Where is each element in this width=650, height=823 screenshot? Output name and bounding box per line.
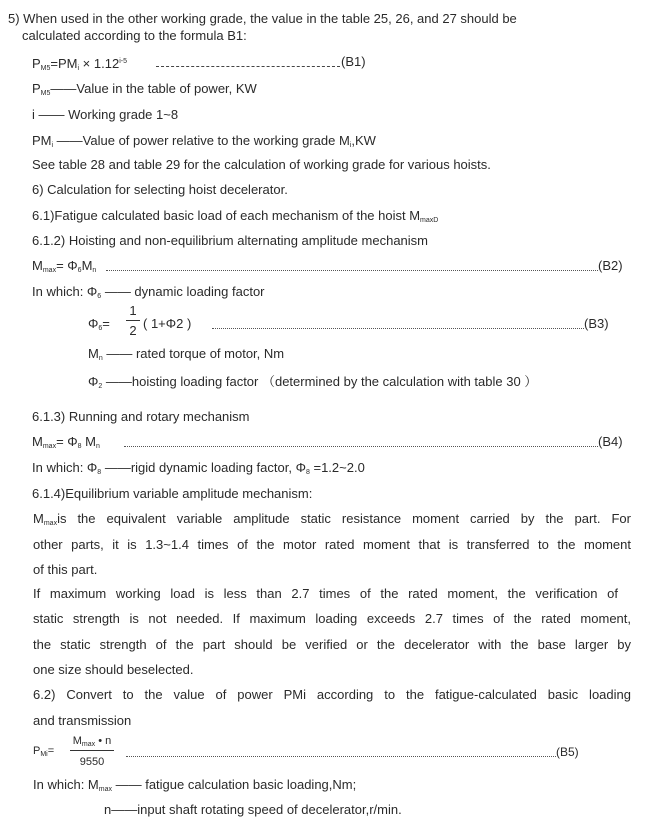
formula-b4-tag: (B4) xyxy=(598,434,623,449)
mn-definition: $M_n$ —— rated torque of motor, Nm xyxy=(88,346,285,362)
formula-b2-leader xyxy=(106,270,598,271)
formula-b1: $P_{M5}=PM_i \times 1.12^{i-5}$ xyxy=(32,56,127,72)
formula-b2: $M_{max}= \Phi_6M_n$ xyxy=(32,258,97,274)
equilibrium-para-1-line-2: other parts, it is 1.3~1.4 times of the motor rated moment that is transferred to the moment xyxy=(33,537,631,552)
in-which-fatigue-loading: In which: $M_{max}$ —— fatigue calculation basic loading,Nm; xyxy=(33,777,357,793)
heading-6: 6) Calculation for selecting hoist decelerator. xyxy=(32,182,288,197)
equilibrium-para-2-line-2: static strength is not needed. If maximum loading exceeds 2.7 times of the rated moment, xyxy=(33,611,631,626)
formula-b1-leader xyxy=(156,66,340,67)
equilibrium-para-2-line-4: one size should beselected. xyxy=(33,662,194,677)
equilibrium-para-2-line-1: If maximum working load is less than 2.7 times of the rated moment, the verification of xyxy=(33,586,618,601)
heading-6-1-3: 6.1.3) Running and rotary mechanism xyxy=(32,409,250,424)
i-definition: i —— Working grade 1~8 xyxy=(32,107,179,122)
formula-b3-leader xyxy=(212,328,584,329)
formula-b5-numerator: $M_{max}$ • n xyxy=(72,735,112,748)
see-tables-text: See table 28 and table 29 for the calculation of working grade for various hoists. xyxy=(32,157,491,172)
equilibrium-para-1-line-3: of this part. xyxy=(33,562,98,577)
formula-b1-tag: (B1) xyxy=(341,54,366,69)
phi2-definition: $\Phi_2$ ——hoisting loading factor （determined by the calculation with table 30 ） xyxy=(88,374,538,390)
formula-b4-leader xyxy=(124,446,598,447)
heading-6-2-line-2: and transmission xyxy=(33,713,132,728)
formula-b3-rest: ( 1+Φ2 ) xyxy=(143,316,192,331)
in-which-dynamic-factor: In which: $\Phi_6$ —— dynamic loading factor xyxy=(32,284,265,300)
formula-b2-tag: (B2) xyxy=(598,258,623,273)
formula-b3-tag: (B3) xyxy=(584,316,609,331)
heading-6-1-2: 6.1.2) Hoisting and non-equilibrium alternating amplitude mechanism xyxy=(32,233,428,248)
formula-b3-numerator: 1 xyxy=(129,303,137,318)
n-definition: n——input shaft rotating speed of decelerator,r/min. xyxy=(104,802,402,817)
pm5-definition: $P_{M5}——Value$ in the table of power, KW xyxy=(32,81,257,97)
heading-6-1: 6.1)Fatigue calculated basic load of each mechanism of the hoist $M_{maxD}$ xyxy=(32,208,439,224)
heading-6-2-line-1: 6.2) Convert to the value of power PMi according to the fatigue-calculated basic loading xyxy=(33,687,631,702)
formula-b5-lhs: $P_{Mi}=$ xyxy=(33,745,55,758)
formula-b3-denominator: 2 xyxy=(129,323,137,338)
formula-b5-tag: (B5) xyxy=(556,745,579,759)
formula-b3-fraction-bar xyxy=(126,320,140,321)
equilibrium-para-2-line-3: the static strength of the part should be verified or the decelerator with the base larger by xyxy=(33,637,631,652)
para-5-line-1: 5) When used in the other working grade, the value in the table 25, 26, and 27 should be xyxy=(8,11,517,26)
formula-b3-lhs: $\Phi_6=$ xyxy=(88,316,110,332)
in-which-rigid-factor: In which: $\Phi_8$ ——rigid dynamic loading factor, $\Phi_8$ =1.2~2.0 xyxy=(32,460,365,476)
formula-b4: $M_{max}= \Phi_8$ $M_n$ xyxy=(32,434,100,450)
para-5-line-2: calculated according to the formula B1: xyxy=(22,28,247,43)
formula-b5-fraction-bar xyxy=(70,750,114,751)
pmi-definition: $PM_i$ ——Value of power relative to the working grade $M_i,KW$ xyxy=(32,133,376,149)
equilibrium-para-1-line-1: $M_{max}is$ the equivalent variable amplitude static resistance moment carried by the part. For xyxy=(33,511,631,527)
heading-6-1-4: 6.1.4)Equilibrium variable amplitude mechanism: xyxy=(32,486,313,501)
formula-b5-leader xyxy=(126,756,556,757)
formula-b5-denominator: 9550 xyxy=(79,756,105,768)
